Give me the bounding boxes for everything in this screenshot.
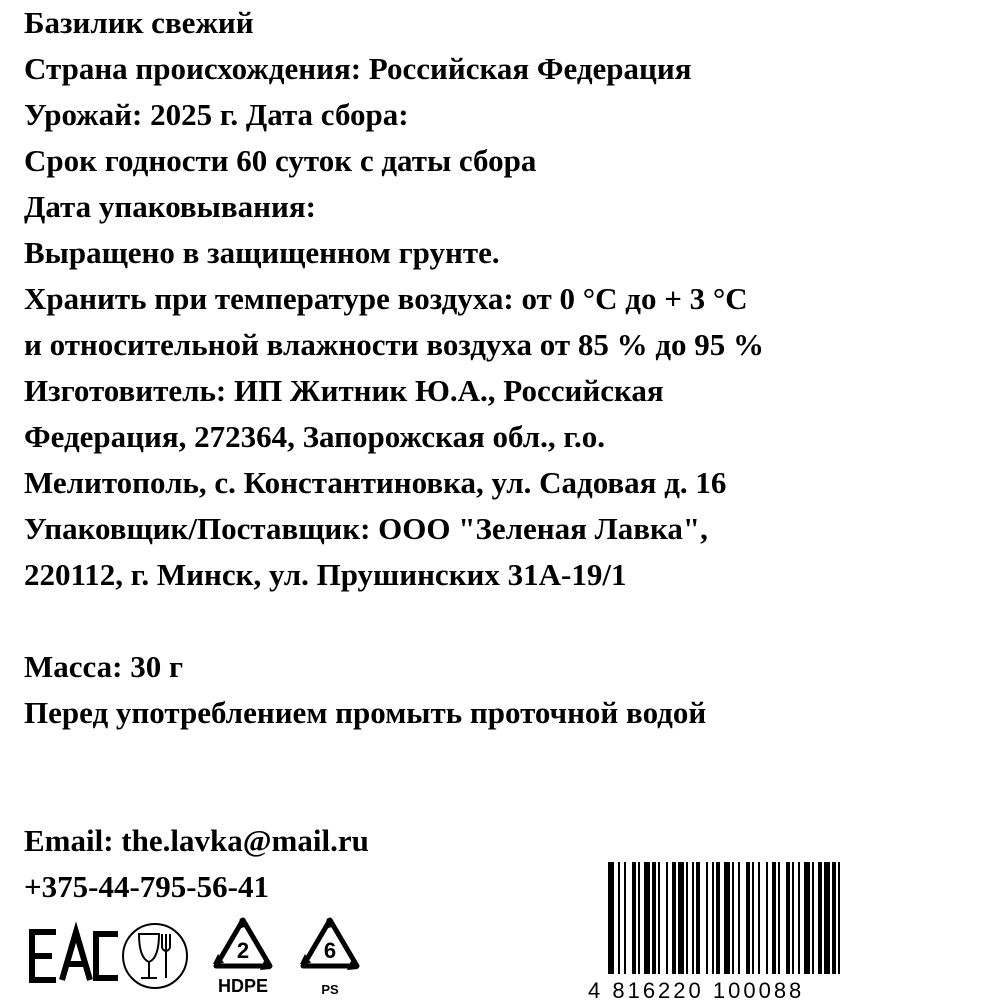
barcode-bar [716,862,720,974]
barcode-bar [804,862,810,974]
recycle-ps-icon [300,918,358,997]
barcode-bar [792,862,794,974]
packer-line-2: 220112, г. Минск, ул. Прушинских 31А-19/1 [24,557,627,592]
spacer [24,598,764,644]
barcode-bar [624,862,626,974]
origin-country: Страна происхождения: Российская Федерация [24,51,692,86]
ps-code: PS [321,982,339,997]
mass: Масса: 30 г [24,649,184,684]
storage-line-1: Хранить при температуре воздуха: от 0 °С до + 3 °С [24,281,748,316]
barcode-digits: 4 816220 100088 [588,978,805,1000]
barcode-bar [832,862,836,974]
barcode [584,862,946,1000]
barcode-bar [638,862,640,974]
barcode-bar [732,862,734,974]
storage-line-2: и относительной влажности воздуха от 85 % до 95 % [24,327,765,362]
eac-mark-icon [32,932,118,980]
barcode-bar [652,862,656,974]
phone-text: +375-44-795-56-41 [24,869,269,904]
barcode-bar [686,862,688,974]
barcode-bar [824,862,830,974]
email-text: Email: the.lavka@mail.ru [24,823,369,858]
barcode-bar [798,862,800,974]
manufacturer-line-1: Изготовитель: ИП Житник Ю.А., Российская [24,373,664,408]
food-contact-icon [123,924,187,988]
product-name: Базилик свежий [24,5,254,40]
barcode-bar [838,862,840,974]
barcode-bar [658,862,660,974]
certification-icons [28,912,388,997]
manufacturer-line-3: Мелитополь, с. Константиновка, ул. Садовая д. 16 [24,465,727,500]
barcode-bar [712,862,714,974]
barcode-bar [772,862,776,974]
barcode-bar [632,862,636,974]
contacts [24,818,369,910]
barcode-bar [746,862,750,974]
barcode-bar [672,862,676,974]
recycle-hdpe-icon [213,918,271,996]
barcode-bar [818,862,822,974]
barcode-bars [608,862,840,974]
shelf-life: Срок годности 60 суток с даты сбора [24,143,537,178]
barcode-bar [738,862,740,974]
ps-number: 6 [323,938,337,963]
hdpe-code: HDPE [217,976,269,996]
barcode-bar [608,862,614,974]
barcode-bar [666,862,668,974]
barcode-bar [696,862,700,974]
grown-info: Выращено в защищенном грунте. [24,235,500,270]
washing-instruction: Перед употреблением промыть проточной водой [24,695,707,730]
barcode-bar [786,862,790,974]
barcode-bar [724,862,730,974]
barcode-bar [706,862,708,974]
barcode-bar [618,862,620,974]
barcode-bar [758,862,760,974]
barcode-bar [692,862,694,974]
packer-line-1: Упаковщик/Поставщик: ООО "Зеленая Лавка", [24,511,708,546]
barcode-bar [812,862,814,974]
manufacturer-line-2: Федерация, 272364, Запорожская обл., г.о. [24,419,605,454]
product-label-text [24,0,764,736]
hdpe-number: 2 [236,938,250,963]
barcode-bar [766,862,768,974]
harvest-info: Урожай: 2025 г. Дата сбора: [24,97,409,132]
barcode-bar [678,862,684,974]
barcode-bar [778,862,780,974]
packing-date: Дата упаковывания: [24,189,316,224]
barcode-bar [644,862,650,974]
barcode-bar [752,862,754,974]
